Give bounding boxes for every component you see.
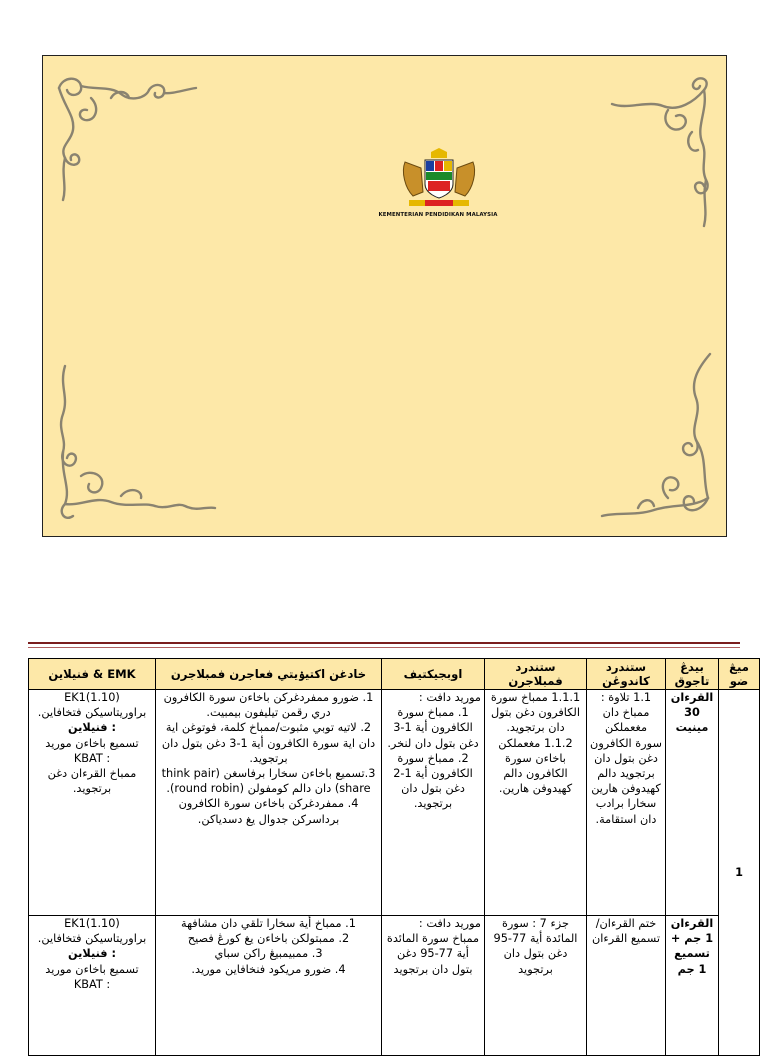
activities-cell bbox=[156, 916, 382, 1056]
objective-item: ممباخ سورة المائدة أية 77-95 دغن بتول دان برتجويد bbox=[386, 932, 480, 976]
activity-item: 4. ممفردغركن باخاءن سورة الكافرون برداسركن جدوال يغ دسدياكن. bbox=[178, 797, 359, 826]
field-cell: القرءان 30 مينيت bbox=[666, 690, 719, 916]
emk-text: تسميع باخاءن موريد bbox=[45, 736, 139, 750]
emk-text: EK1(1.10) براوريتاسيكن فتخافاين. bbox=[37, 917, 147, 946]
activities-cell bbox=[156, 690, 382, 916]
lesson-plan-table bbox=[28, 658, 760, 1056]
corner-ornament-top-left bbox=[51, 68, 201, 208]
divider-line-thin bbox=[28, 647, 740, 648]
emk-cell bbox=[29, 916, 156, 1056]
header-activities: خادغن اكتيۏيتي فعاجرن فمبلاجرن bbox=[156, 659, 382, 690]
learning-standard-item: 1.1.1 ممباخ سورة الكافرون دغن بتول دان برتجويد. bbox=[490, 691, 581, 735]
activity-item: 2. لاتيه توبي مثبوت/ممباخ كلمة، فوتوغن اية دان اية سورة الكافرون أية 1-3 دغن بتول دان برتجويد. bbox=[161, 721, 376, 765]
objective-item: 1. ممباخ سورة الكافرون أية 1-3 دغن بتول دان لنخر. bbox=[387, 706, 479, 750]
ministry-caption: KEMENTERIAN PENDIDIKAN MALAYSIA bbox=[378, 212, 498, 218]
table-row bbox=[29, 690, 760, 916]
learning-standard-item: 1.1.2 مغعملكن باخاءن سورة الكافرون دالم كهيدوفن هارين. bbox=[498, 736, 573, 796]
coat-of-arms-logo bbox=[395, 148, 483, 210]
header-objective: اوبجيكتيف bbox=[382, 659, 485, 690]
table-header-row bbox=[29, 659, 760, 690]
activity-item: 4. ضورو مريكود فنخافاين موريد. bbox=[191, 962, 346, 976]
emk-label: : KBAT bbox=[73, 751, 111, 765]
objective-item: 2. ممباخ سورة الكافرون أية 1-2 دغن بتول دان برتجويد. bbox=[393, 751, 473, 811]
emk-text: تسميع باخاءن موريد bbox=[45, 962, 139, 976]
divider-line bbox=[28, 642, 740, 644]
table-row bbox=[29, 916, 760, 1056]
objective-item: موريد دافت : bbox=[418, 917, 481, 930]
learning-standard-cell bbox=[485, 690, 587, 916]
emk-label: : KBAT bbox=[73, 977, 111, 991]
header-emk: EMK & فنيلاين bbox=[29, 659, 156, 690]
activity-item: 3. ممبيمبيڠ راكن سباي bbox=[214, 947, 323, 961]
activity-item: 1. ضورو ممفردغركن باخاءن سورة الكافرون دري رقمن تيليفون بيمبيت. bbox=[163, 691, 374, 720]
corner-ornament-top-right bbox=[608, 70, 718, 230]
field-cell: القرءان 1 جم + تسميع 1 جم bbox=[666, 916, 719, 1056]
corner-ornament-bottom-left bbox=[51, 356, 221, 526]
emk-text: EK1(1.10) براوريتاسيكن فتخافاين. bbox=[37, 691, 147, 720]
activity-item: 2. ممبتولكن باخاءن يغ كورڠ فصيح bbox=[187, 932, 350, 946]
content-standard-cell: ختم القرءان/ تسميع القرءان bbox=[587, 916, 666, 1056]
emk-label: : فنيلاين bbox=[67, 721, 117, 735]
objective-cell bbox=[382, 690, 485, 916]
activity-item: 1. ممباخ أية سخارا تلقي دان مشافهة bbox=[181, 917, 356, 930]
header-content-standard: ستندرد كاندوڠن bbox=[587, 659, 666, 690]
emk-text: ممباخ القرءان دغن برتجويد. bbox=[47, 767, 137, 796]
activity-item: 3.تسميع باخاءن سخارا برفاسغن (think pair share) دان دالم كومفولن (round robin). bbox=[161, 767, 376, 796]
corner-ornament-bottom-right bbox=[598, 348, 718, 528]
header-week: ميڠ ضو bbox=[719, 659, 760, 690]
objective-item: موريد دافت : bbox=[418, 691, 481, 704]
emk-cell bbox=[29, 690, 156, 916]
cover-page bbox=[42, 55, 727, 537]
content-standard-cell: 1.1 تلاوة : ممباخ دان مغعملكن سورة الكافرون دغن بتول دان برتجويد دالم كهيدوفن هارين سخارا برادب دان استقامة. bbox=[587, 690, 666, 916]
header-field: بيدڠ تاجوق bbox=[666, 659, 719, 690]
header-learning-standard: ستندرد فمبلاجرن bbox=[485, 659, 587, 690]
week-number: 1 bbox=[719, 690, 760, 1056]
objective-cell bbox=[382, 916, 485, 1056]
emk-label: : فنيلاين bbox=[67, 947, 117, 961]
learning-standard-cell: جزء 7 : سورة المائدة أية 77-95 دغن بتول دان برتجويد bbox=[485, 916, 587, 1056]
